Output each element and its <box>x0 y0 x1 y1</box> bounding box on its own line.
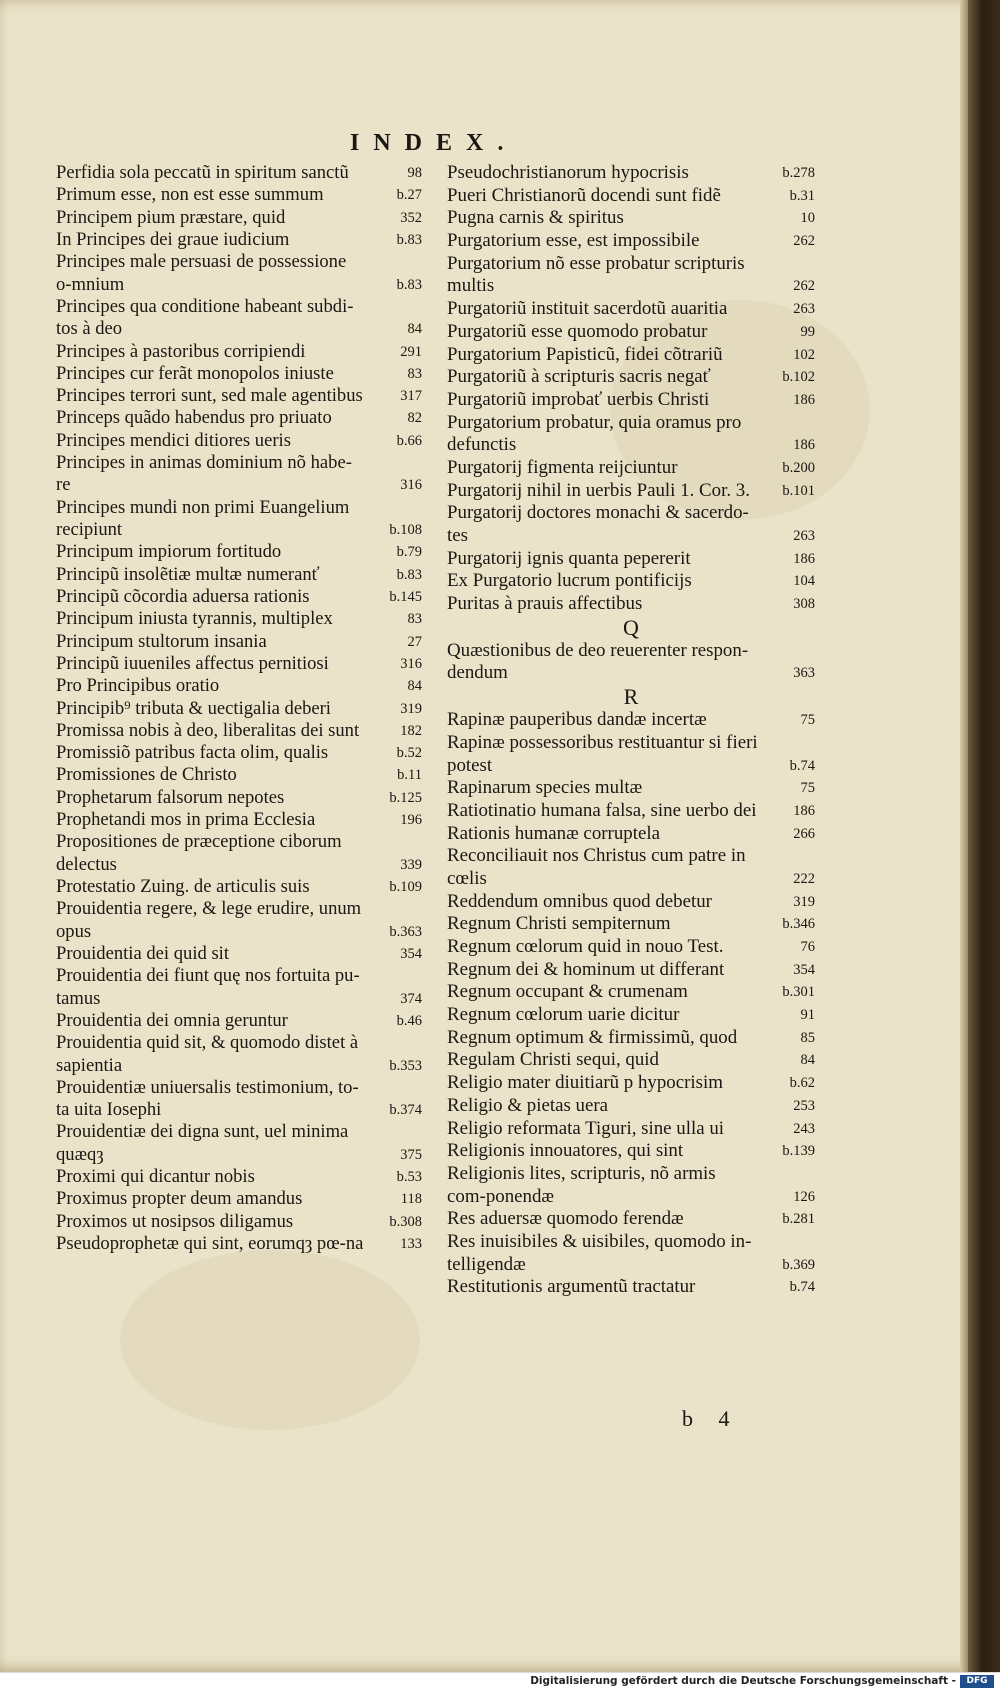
index-entry <box>447 845 815 890</box>
page-reference: 84 <box>407 678 422 695</box>
book-gutter <box>968 0 1000 1672</box>
page-reference: 243 <box>793 1120 815 1137</box>
page-reference: 133 <box>400 1236 422 1252</box>
index-entry <box>56 631 422 653</box>
index-entry <box>447 891 815 914</box>
entry-text: Principũ insolẽtiæ multæ numeranť <box>56 563 320 585</box>
section-letter: Q <box>623 614 639 640</box>
entry-text: Principes qua conditione habeant subdi-tos à deo <box>56 295 354 340</box>
page-reference: 196 <box>400 812 422 829</box>
index-entry <box>56 876 422 898</box>
index-entry <box>56 407 422 429</box>
entry-text: Rapinarum species multæ <box>447 777 643 799</box>
entry-text: Purgatorium Papisticũ, fidei cõtrariũ <box>447 343 723 365</box>
entry-text: Ex Purgatorio lucrum pontificijs <box>447 570 692 592</box>
entry-text: Purgatorium probatur, quia oramus pro defunctis <box>447 411 742 456</box>
page-reference: 354 <box>793 961 815 978</box>
page-reference: 354 <box>400 945 422 962</box>
page-edge <box>960 0 968 1672</box>
entry-text: Purgatoriũ esse quomodo probatur <box>447 320 708 342</box>
page-reference: b.83 <box>396 231 422 248</box>
page-reference: b.74 <box>789 757 815 774</box>
index-entry <box>56 385 422 407</box>
entry-text: Regnum Christi sempiternum <box>447 913 671 935</box>
entry-text: Prouidentiæ uniuersalis testimonium, to-ta uita Iosephi <box>56 1076 359 1121</box>
page-reference: b.11 <box>397 767 422 784</box>
index-entry <box>56 787 422 809</box>
index-entry <box>447 732 815 777</box>
index-entry <box>447 1208 815 1231</box>
entry-text: Purgatoriũ instituit sacerdotũ auaritia <box>447 298 728 320</box>
index-entry <box>56 898 422 943</box>
entry-text: Principum iniusta tyrannis, multiplex <box>56 608 333 630</box>
entry-text: Rapinæ pauperibus dandæ incertæ <box>447 709 707 731</box>
index-entry <box>447 457 815 480</box>
page-reference: b.109 <box>389 879 422 895</box>
index-entry <box>56 698 422 720</box>
entry-text: Prouidentia dei omnia geruntur <box>56 1009 288 1031</box>
entry-text: Purgatorij doctores monachi & sacerdo-tes <box>447 502 749 546</box>
index-entry <box>56 564 422 586</box>
page-reference: 317 <box>400 388 422 405</box>
entry-text: In Principes dei graue iudicium <box>56 228 290 250</box>
index-entry <box>56 1166 422 1188</box>
page-reference: b.308 <box>389 1213 422 1230</box>
index-entry <box>447 412 815 457</box>
entry-text: Religio reformata Tiguri, sine ulla ui <box>447 1117 725 1139</box>
page-reference: b.102 <box>782 369 815 386</box>
index-entry <box>56 943 422 965</box>
page-reference: b.278 <box>782 165 815 181</box>
index-entry <box>56 184 422 206</box>
page-reference: b.79 <box>396 544 422 561</box>
index-entry <box>56 742 422 764</box>
index-entry <box>447 389 815 412</box>
entry-text: Promissiõ patribus facta olim, qualis <box>56 742 329 764</box>
index-entry <box>56 162 422 184</box>
page-reference: b.374 <box>389 1102 422 1119</box>
index-entry <box>447 981 815 1004</box>
page-reference: 222 <box>793 870 815 887</box>
entry-text: Regnum optimum & firmissimũ, quod <box>447 1026 738 1048</box>
entry-text: Prouidentiæ dei digna sunt, uel minima quæqȝ <box>56 1121 349 1165</box>
index-entry <box>447 298 815 321</box>
entry-text: Proximi qui dicantur nobis <box>56 1166 255 1188</box>
entry-text: Principũ iuueniles affectus pernitiosi <box>56 652 329 674</box>
index-entry <box>56 1188 422 1210</box>
page-reference: 339 <box>400 856 422 873</box>
entry-text: Principes mundi non primi Euangelium recipiunt <box>56 496 350 540</box>
page-reference: b.139 <box>782 1143 815 1160</box>
index-entry <box>447 1027 815 1050</box>
page-reference: b.66 <box>396 432 422 449</box>
index-entry <box>447 1095 815 1118</box>
entry-text: Religionis innouatores, qui sint <box>447 1140 684 1162</box>
entry-text: Promissiones de Christo <box>56 764 237 786</box>
index-entry <box>447 823 815 846</box>
index-entry <box>447 1163 815 1208</box>
entry-text: Purgatoriũ improbať uerbis Christi <box>447 388 710 410</box>
page-reference: 319 <box>793 893 815 910</box>
page-reference: 263 <box>793 528 815 544</box>
index-entry <box>447 480 815 503</box>
entry-text: Religio mater diuitiarũ p hypocrisim <box>447 1072 723 1094</box>
index-entry <box>447 366 815 389</box>
entry-text: Principem pium præstare, quid <box>56 206 286 228</box>
page-reference: b.83 <box>396 566 422 583</box>
page-reference: 75 <box>800 780 815 797</box>
index-entry <box>447 800 815 823</box>
page-reference: b.200 <box>782 459 815 476</box>
index-entry <box>447 344 815 367</box>
page-reference: 308 <box>793 596 815 613</box>
entry-text: Purgatorium esse, est impossibile <box>447 230 700 252</box>
page-reference: 253 <box>793 1097 815 1114</box>
entry-text: Primum esse, non est esse summum <box>56 184 324 206</box>
entry-text: Purgatorij figmenta reijciuntur <box>447 456 678 478</box>
index-entry <box>447 709 815 732</box>
index-entry <box>447 1140 815 1163</box>
page-reference: b.145 <box>389 588 422 605</box>
entry-text: Quæstionibus de deo reuerenter respon-dendum <box>447 639 749 684</box>
page-reference: 363 <box>793 665 815 682</box>
entry-text: Pro Principibus oratio <box>56 675 220 697</box>
index-column-left <box>56 162 422 1255</box>
entry-text: Regulam Christi sequi, quid <box>447 1049 659 1071</box>
entry-text: Regnum cœlorum quid in nouo Test. <box>447 936 724 957</box>
page-reference: b.369 <box>782 1256 815 1273</box>
entry-text: Principib⁹ tributa & uectigalia deberi <box>56 697 331 719</box>
page-reference: 126 <box>793 1188 815 1205</box>
index-entry <box>447 1004 815 1027</box>
entry-text: Religio & pietas uera <box>447 1094 609 1116</box>
index-entry <box>56 653 422 675</box>
entry-text: Prouidentia quid sit, & quomodo distet à sapientia <box>56 1032 359 1076</box>
index-entry <box>56 586 422 608</box>
page-reference: b.46 <box>396 1012 422 1029</box>
page-reference: b.281 <box>782 1211 815 1228</box>
footer-credit: Digitalisierung gefördert durch die Deutsche Forschungsgemeinschaft - <box>530 1675 956 1687</box>
index-entry <box>447 207 815 230</box>
entry-text: Res aduersæ quomodo ferendæ <box>447 1208 684 1230</box>
entry-text: Reddendum omnibus quod debetur <box>447 890 712 912</box>
entry-text: Pseudochristianorum hypocrisis <box>447 162 689 183</box>
entry-text: Purgatorij ignis quanta pepererit <box>447 547 691 569</box>
page-reference: 262 <box>793 233 815 250</box>
page-reference: b.53 <box>396 1169 422 1186</box>
index-entry <box>56 296 422 341</box>
index-entry <box>56 720 422 742</box>
signature-mark: b 4 <box>682 1406 740 1431</box>
entry-text: Prophetarum falsorum nepotes <box>56 786 285 808</box>
entry-text: Prophetandi mos in prima Ecclesia <box>56 809 316 831</box>
entry-text: Purgatoriũ à scripturis sacris negať <box>447 366 711 388</box>
entry-text: Principes mendici ditiores ueris <box>56 429 291 451</box>
entry-text: Principum stultorum insania <box>56 630 267 652</box>
page-reference: 10 <box>800 210 815 227</box>
index-entry <box>56 1211 422 1233</box>
entry-text: Proximos ut nosipsos diligamus <box>56 1210 294 1232</box>
entry-text: Religionis lites, scripturis, nõ armis com-ponendæ <box>447 1162 716 1207</box>
entry-text: Principes terrori sunt, sed male agentibus <box>56 385 363 407</box>
index-entry <box>447 593 815 616</box>
page-reference: 266 <box>793 825 815 842</box>
index-entry <box>447 1231 815 1276</box>
index-entry <box>56 764 422 786</box>
entry-text: Restitutionis argumentũ tractatur <box>447 1276 696 1298</box>
index-entry <box>56 452 422 497</box>
index-entry <box>447 913 815 936</box>
page-reference: 76 <box>800 939 815 955</box>
page-reference: 83 <box>407 365 422 382</box>
page-reference: 104 <box>793 573 815 590</box>
index-entry <box>447 1072 815 1095</box>
page-reference: b.52 <box>396 745 422 762</box>
index-entry <box>447 936 815 959</box>
index-entry <box>56 229 422 251</box>
index-entry <box>56 965 422 1010</box>
entry-text: Principes male persuasi de possessione o-mnium <box>56 251 347 295</box>
entry-text: Reconciliauit nos Christus cum patre in cœlis <box>447 845 746 889</box>
entry-text: Rapinæ possessoribus restituantur si fieri potest <box>447 731 758 776</box>
dfg-logo: DFG <box>960 1675 994 1688</box>
page-reference: 75 <box>800 712 815 729</box>
entry-text: Puritas à prauis affectibus <box>447 593 643 615</box>
page-reference: 316 <box>400 655 422 672</box>
entry-text: Promissa nobis à deo, liberalitas dei sunt <box>56 719 360 741</box>
entry-text: Protestatio Zuing. de articulis suis <box>56 876 310 897</box>
index-entry <box>447 548 815 571</box>
entry-text: Regnum dei & hominum ut differant <box>447 958 725 980</box>
entry-text: Principes in animas dominium nõ habe-re <box>56 452 352 496</box>
entry-text: Pseudoprophetæ qui sint, eorumqȝ pœ-na <box>56 1233 364 1254</box>
paper-stain <box>120 1250 420 1430</box>
entry-text: Ratiotinatio humana falsa, sine uerbo dei <box>447 799 757 821</box>
entry-text: Pueri Christianorũ docendi sunt fidẽ <box>447 184 721 206</box>
page-reference: b.27 <box>396 187 422 204</box>
index-entry <box>56 341 422 363</box>
page-reference: b.83 <box>396 276 422 293</box>
index-entry <box>56 251 422 296</box>
entry-text: Perfidia sola peccatũ in spiritum sanctũ <box>56 162 349 183</box>
page-reference: 319 <box>400 700 422 717</box>
entry-text: Principum impiorum fortitudo <box>56 541 282 563</box>
entry-text: Purgatorij nihil in uerbis Pauli 1. Cor. 3. <box>447 479 750 501</box>
index-entry <box>447 162 815 185</box>
running-header: INDEX. <box>350 130 518 156</box>
page-reference: 375 <box>400 1146 422 1163</box>
index-entry <box>447 185 815 208</box>
entry-text: Prouidentia regere, & lege erudire, unum opus <box>56 898 362 942</box>
page-reference: 263 <box>793 301 815 318</box>
footer-bar <box>0 1672 1000 1692</box>
index-entry <box>447 1276 815 1299</box>
index-entry <box>56 1032 422 1077</box>
page-reference: 84 <box>800 1052 815 1069</box>
page-reference: 83 <box>407 611 422 628</box>
index-entry <box>56 541 422 563</box>
page-reference: 27 <box>407 633 422 650</box>
page-reference: 85 <box>800 1029 815 1046</box>
entry-text: Rationis humanæ corruptela <box>447 822 660 844</box>
index-entry <box>447 230 815 253</box>
page-reference: b.301 <box>782 984 815 1001</box>
page-reference: b.74 <box>789 1279 815 1296</box>
index-entry <box>56 430 422 452</box>
index-entry <box>56 207 422 229</box>
page-reference: 186 <box>793 437 815 454</box>
section-letter: R <box>623 684 639 710</box>
page-reference: 186 <box>793 391 815 408</box>
page-reference: b.101 <box>782 482 815 499</box>
page-reference: 82 <box>407 410 422 427</box>
page-reference: 374 <box>400 990 422 1007</box>
index-entry <box>56 831 422 876</box>
page-reference: 352 <box>400 209 422 226</box>
index-entry <box>447 570 815 593</box>
entry-text: Propositiones de præceptione ciborum delectus <box>56 831 342 875</box>
entry-text: Principes à pastoribus corripiendi <box>56 340 306 362</box>
entry-text: Princeps quãdo habendus pro priuato <box>56 407 332 429</box>
index-column-right <box>447 162 815 1299</box>
index-entry <box>447 959 815 982</box>
entry-text: Principes cur ferãt monopolos iniuste <box>56 362 334 384</box>
page-reference: 186 <box>793 802 815 819</box>
page-reference: 118 <box>400 1191 422 1208</box>
page-reference: 99 <box>800 323 815 340</box>
index-entry <box>56 1010 422 1032</box>
entry-text: Principũ cõcordia aduersa rationis <box>56 585 310 607</box>
page-reference: b.346 <box>782 916 815 933</box>
index-entry <box>56 1233 422 1255</box>
entry-text: Res inuisibiles & uisibiles, quomodo in-telligendæ <box>447 1230 752 1275</box>
index-entry <box>56 1121 422 1166</box>
entry-text: Regnum occupant & crumenam <box>447 981 688 1003</box>
page-reference: 91 <box>800 1007 815 1024</box>
entry-text: Prouidentia dei quid sit <box>56 942 230 964</box>
index-entry <box>447 1118 815 1141</box>
entry-text: Prouidentia dei fiunt quę nos fortuita pu-tamus <box>56 965 360 1009</box>
page-reference: 84 <box>407 321 422 338</box>
entry-text: Purgatorium nõ esse probatur scripturis multis <box>447 252 745 297</box>
index-entry <box>56 675 422 697</box>
entry-text: Proximus propter deum amandus <box>56 1188 303 1210</box>
entry-text: Regnum cœlorum uarie dicitur <box>447 1004 680 1026</box>
index-entry <box>56 497 422 542</box>
index-entry <box>447 1049 815 1072</box>
index-entry <box>56 1077 422 1122</box>
page-reference: 182 <box>400 722 422 739</box>
page-reference: b.125 <box>389 789 422 806</box>
page-reference: 316 <box>400 477 422 494</box>
index-entry <box>56 363 422 385</box>
page-reference: b.363 <box>389 923 422 940</box>
page-reference: 98 <box>407 165 422 181</box>
page-reference: 291 <box>400 343 422 360</box>
index-entry <box>447 253 815 298</box>
index-entry <box>56 809 422 831</box>
index-entry <box>447 321 815 344</box>
page-reference: 186 <box>793 550 815 567</box>
page-reference: 102 <box>793 346 815 363</box>
index-entry <box>447 502 815 547</box>
page-reference: b.62 <box>789 1075 815 1092</box>
page-reference: b.31 <box>789 187 815 204</box>
entry-text: Pugna carnis & spiritus <box>447 207 624 229</box>
index-entry <box>56 608 422 630</box>
index-entry <box>447 777 815 800</box>
page-reference: b.108 <box>389 522 422 538</box>
page-reference: b.353 <box>389 1057 422 1074</box>
index-entry <box>447 640 815 685</box>
page-reference: 262 <box>793 278 815 295</box>
